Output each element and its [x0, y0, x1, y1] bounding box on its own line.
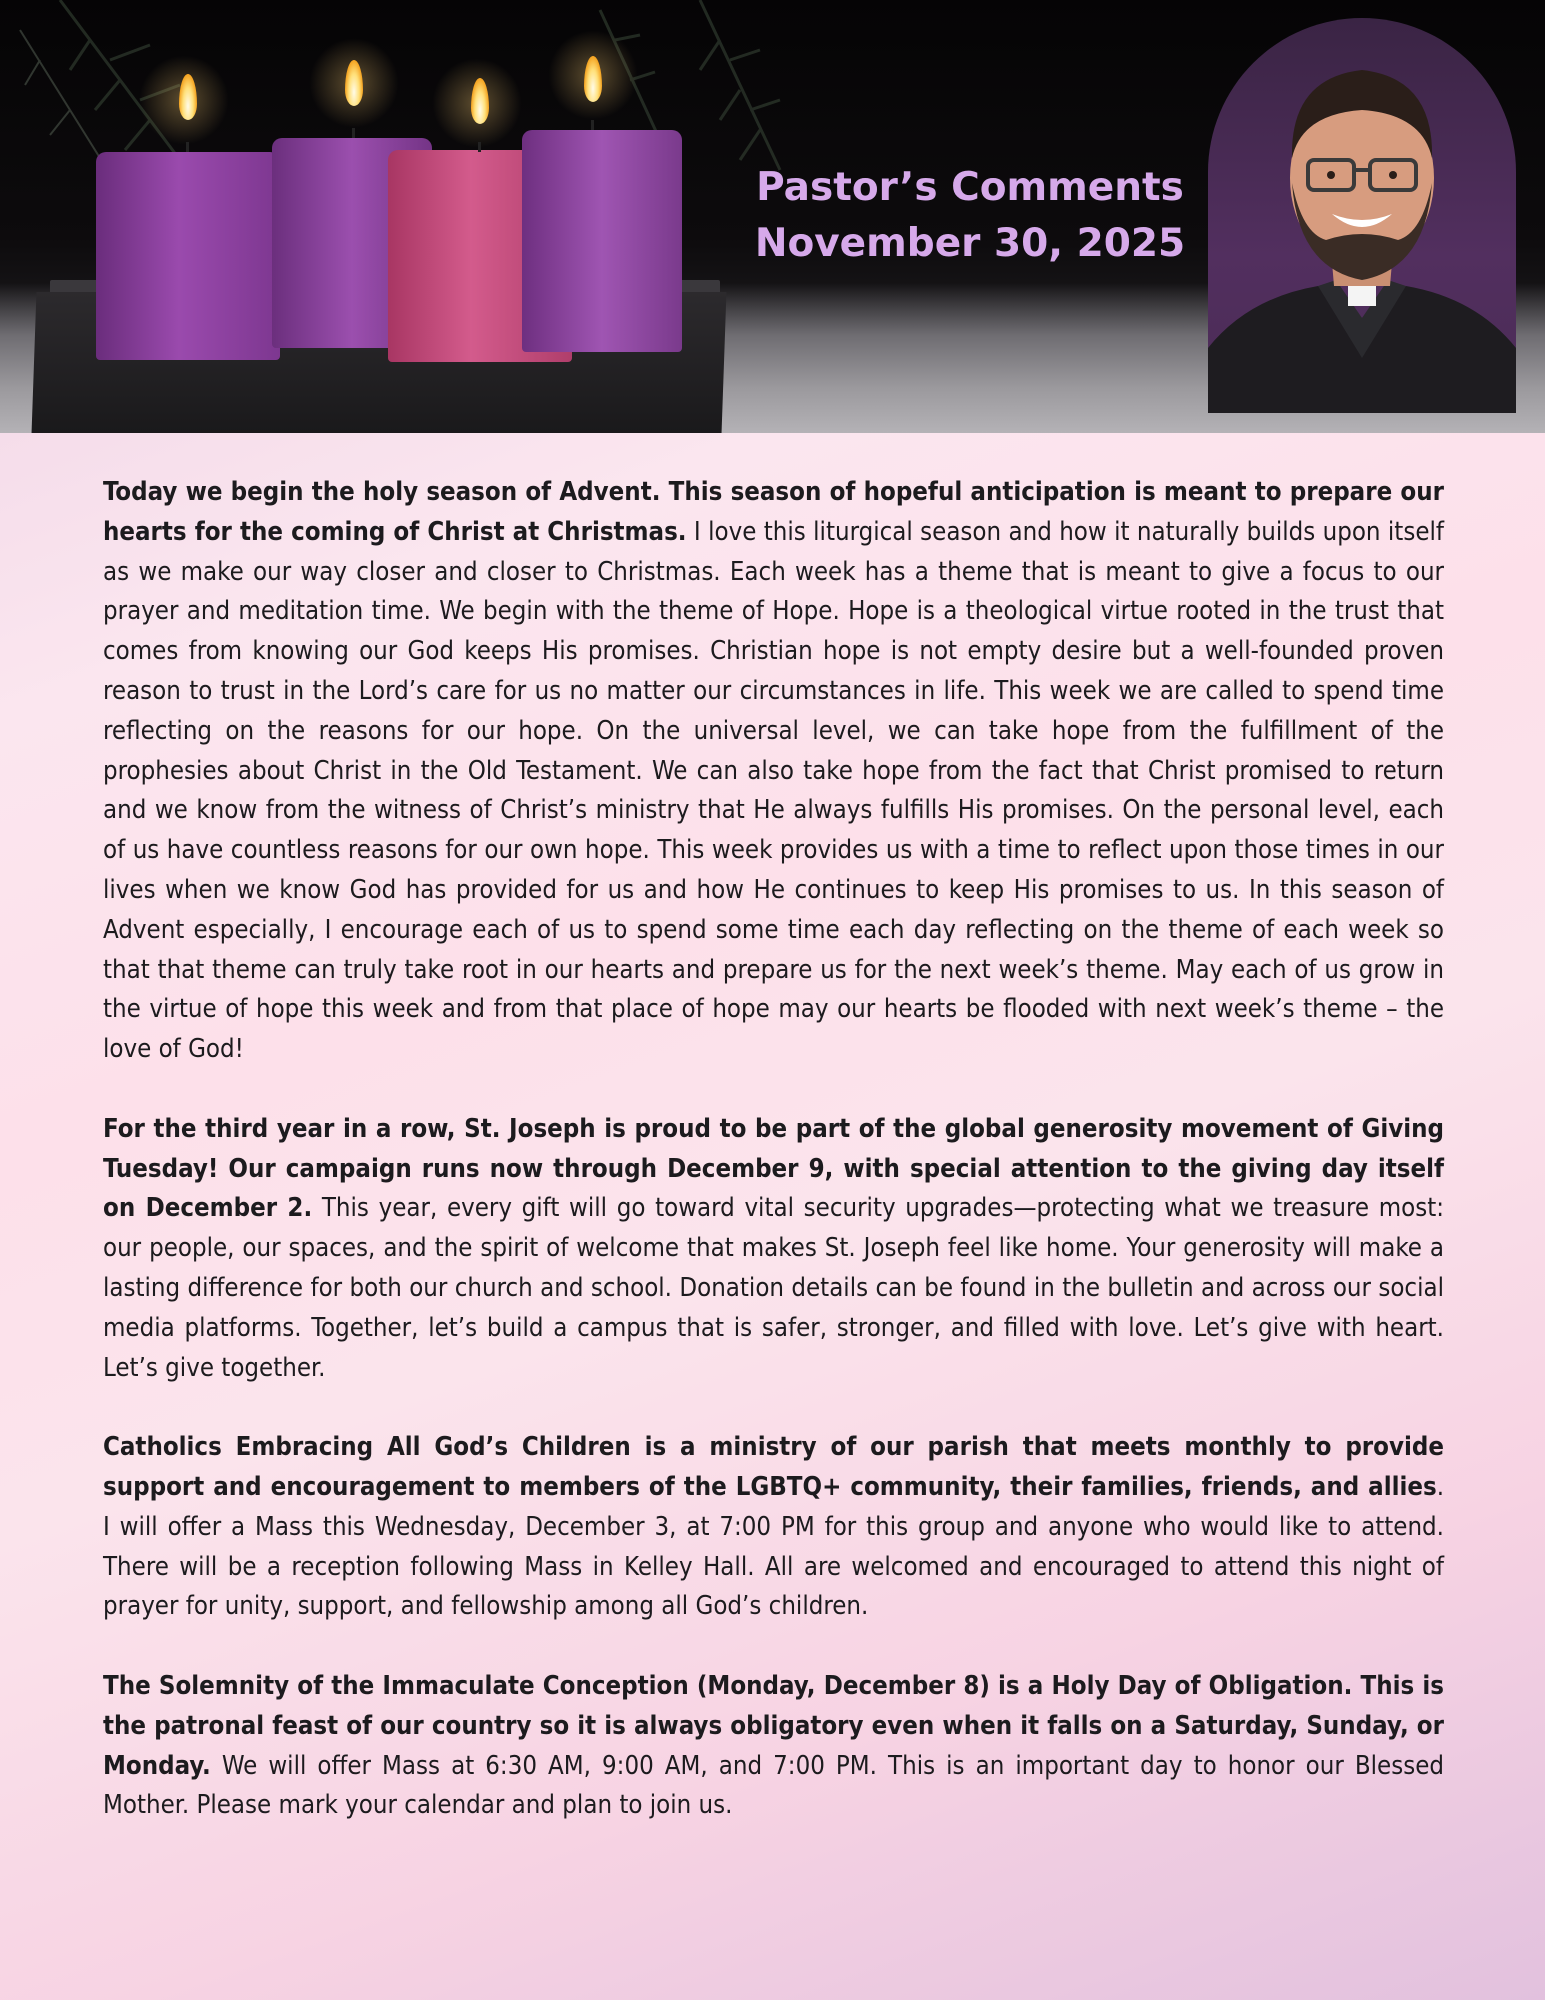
paragraph-lead: The Solemnity of the Immaculate Conception (Monday, December 8) is a Holy Day of Obligation. This is the patronal feast of our country so it is always obligatory even when it falls on a Saturday, Sunday, or Monday.: [103, 1670, 1444, 1781]
paragraph-advent: [103, 473, 1444, 1070]
header-title-block: [680, 160, 1260, 272]
paragraph-text: . I will offer a Mass this Wednesday, December 3, at 7:00 PM for this group and anyone who would like to attend. There will be a reception following Mass in Kelley Hall. All are welcomed and encouraged to attend this night of prayer for unity, support, and fellowship among all God’s children.: [103, 1471, 1444, 1622]
wick-icon: [352, 128, 355, 138]
header-banner: [0, 0, 1545, 433]
paragraph-ministry: [103, 1428, 1444, 1627]
wick-icon: [591, 120, 594, 130]
paragraph-text: This year, every gift will go toward vital security upgrades—protecting what we treasure most: our people, our spaces, and the spirit of welcome that makes St. Joseph feel like home. Your generosity will make a lasting difference for both our church and school. Donation details can be found in the bulletin and across our social media platforms. Together, let’s build a campus that is safer, stronger, and filled with love. Let’s give with heart. Let’s give together.: [103, 1193, 1444, 1383]
pastor-portrait-icon: [1208, 18, 1516, 413]
paragraph-immaculate-conception: [103, 1667, 1444, 1826]
wick-icon: [186, 142, 189, 152]
paragraph-text: We will offer Mass at 6:30 AM, 9:00 AM, and 7:00 PM. This is an important day to honor our Blessed Mother. Please mark your calendar and plan to join us.: [103, 1750, 1444, 1821]
pastor-portrait: [1208, 18, 1516, 413]
paragraph-lead: Today we begin the holy season of Advent. This season of hopeful anticipation is meant to prepare our hearts for the coming of Christ at Christmas.: [103, 477, 1444, 547]
paragraph-text: I love this liturgical season and how it naturally builds upon itself as we make our way closer and closer to Christmas. Each week has a theme that is meant to give a focus to our prayer and meditation time. We begin with the theme of Hope. Hope is a theological virtue rooted in the trust that comes from knowing our God keeps His promises. Christian hope is not empty desire but a well-founded proven reason to trust in the Lord’s care for us no matter our circumstances in life. This week we are called to spend time reflecting on the reasons for our hope. On the universal level, we can take hope from the fulfillment of the prophesies about Christ in the Old Testament. We can also take hope from the fact that Christ promised to return and we know from the witness of Christ’s ministry that He always fulfills His promises. On the personal level, each of us have countless reasons for our own hope. This week provides us with a time to reflect upon those times in our lives when we know God has provided for us and how He continues to keep His promises to us. In this season of Advent especially, I encourage each of us to spend some time each day reflecting on the theme of each week so that that theme can truly take root in our hearts and prepare us for the next week’s theme. May each of us grow in the virtue of hope this week and from that place of hope may our hearts be flooded with next week’s theme – the love of God!: [103, 516, 1444, 1065]
paragraph-giving-tuesday: [103, 1110, 1444, 1389]
paragraph-lead: For the third year in a row, St. Joseph is proud to be part of the global generosity movement of Giving Tuesday! Our campaign runs now through December 9, with special attention to the giving day itself on December 2.: [103, 1113, 1444, 1224]
wick-icon: [478, 142, 481, 152]
page-title: Pastor’s Comments: [756, 165, 1184, 210]
page-date: November 30, 2025: [754, 221, 1186, 266]
pastor-letter-body: [103, 473, 1444, 1866]
paragraph-lead: Catholics Embracing All God’s Children is a ministry of our parish that meets monthly to provide support and encouragement to members of the LGBTQ+ community, their families, friends, and allies: [103, 1432, 1444, 1502]
candle-purple-1: [96, 152, 280, 360]
candle-purple-3: [522, 130, 682, 352]
